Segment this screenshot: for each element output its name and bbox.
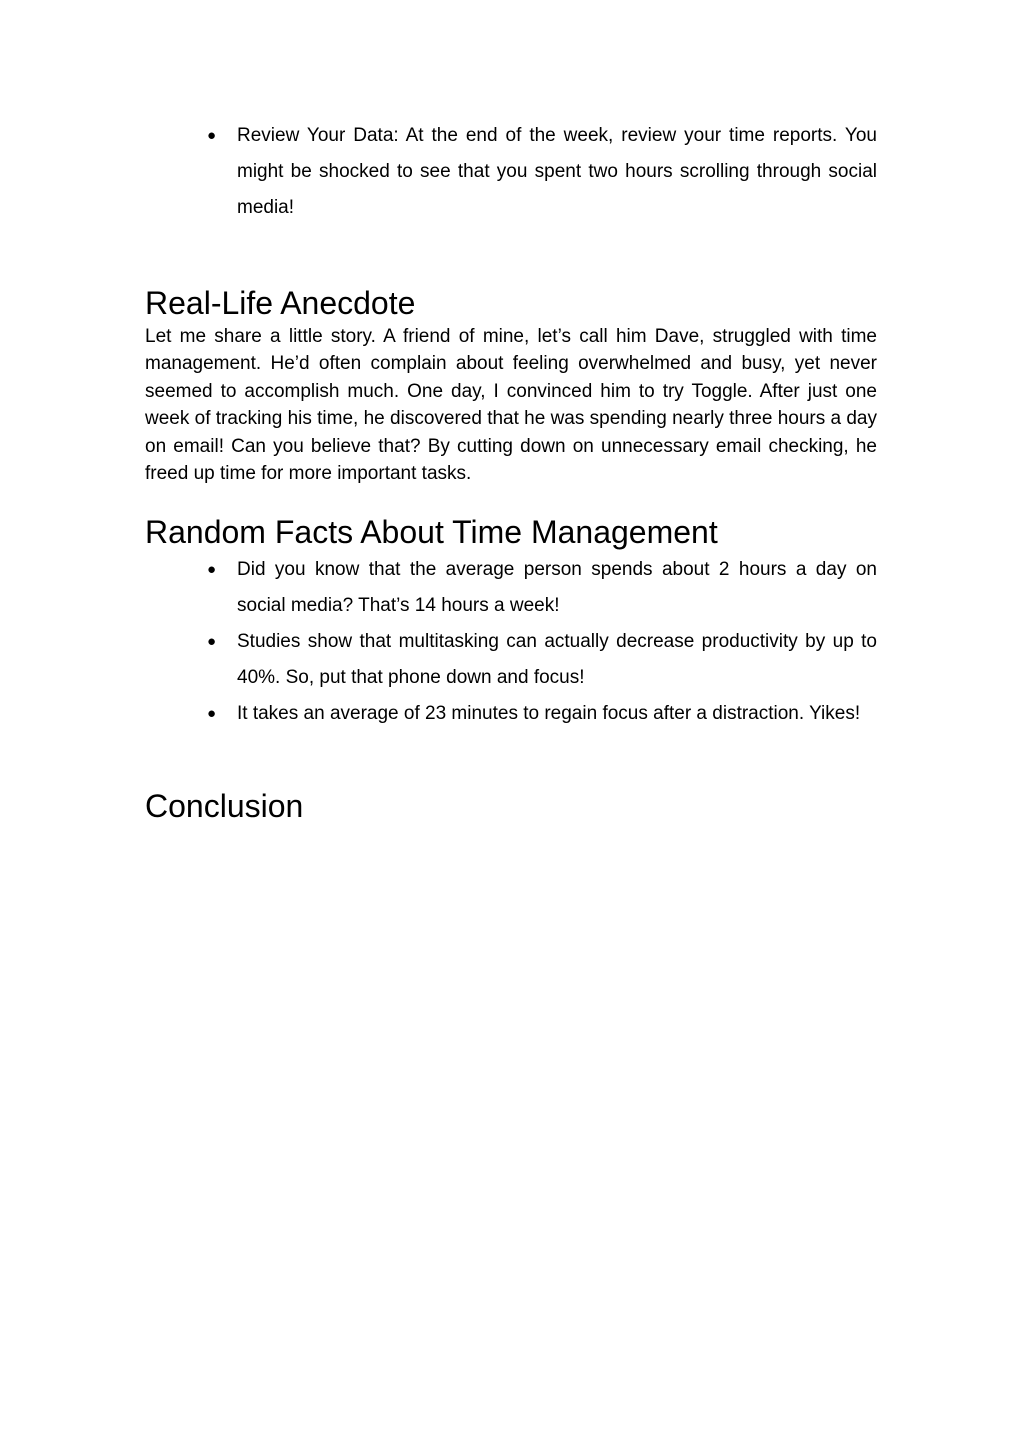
list-item-text: Studies show that multitasking can actually decrease productivity by up to 40%. So, put that phone down and focus! [237, 631, 877, 689]
list-item [207, 552, 877, 624]
facts-list [145, 552, 877, 732]
list-item [207, 696, 877, 732]
section-heading-conclusion: Conclusion [145, 788, 304, 825]
review-data-list [145, 118, 877, 226]
list-item [207, 624, 877, 696]
bullet-icon: ● [207, 705, 217, 723]
section-heading-facts: Random Facts About Time Management [145, 514, 718, 551]
list-item-text: Review Your Data: At the end of the week, review your time reports. You might be shocked to see that you spent two hours scrolling through social media! [237, 125, 877, 218]
bullet-icon: ● [207, 633, 217, 651]
list-item-text: It takes an average of 23 minutes to regain focus after a distraction. Yikes! [237, 703, 861, 725]
anecdote-paragraph: Let me share a little story. A friend of mine, let’s call him Dave, struggled with time management. He’d often complain about feeling overwhelmed and busy, yet never seemed to accomplish much. One day, I convinced him to try Toggle. After just one week of tracking his time, he discovered that he was spending nearly three hours a day on email! Can you believe that? By cutting down on unnecessary email checking, he freed up time for more important tasks. [145, 326, 877, 485]
list-item [207, 118, 877, 226]
list-item-text: Did you know that the average person spends about 2 hours a day on social media? That’s 14 hours a week! [237, 559, 877, 617]
section-heading-anecdote: Real-Life Anecdote [145, 285, 416, 321]
bullet-icon: ● [207, 127, 217, 144]
document-content [145, 118, 877, 826]
bullet-icon: ● [207, 561, 217, 579]
